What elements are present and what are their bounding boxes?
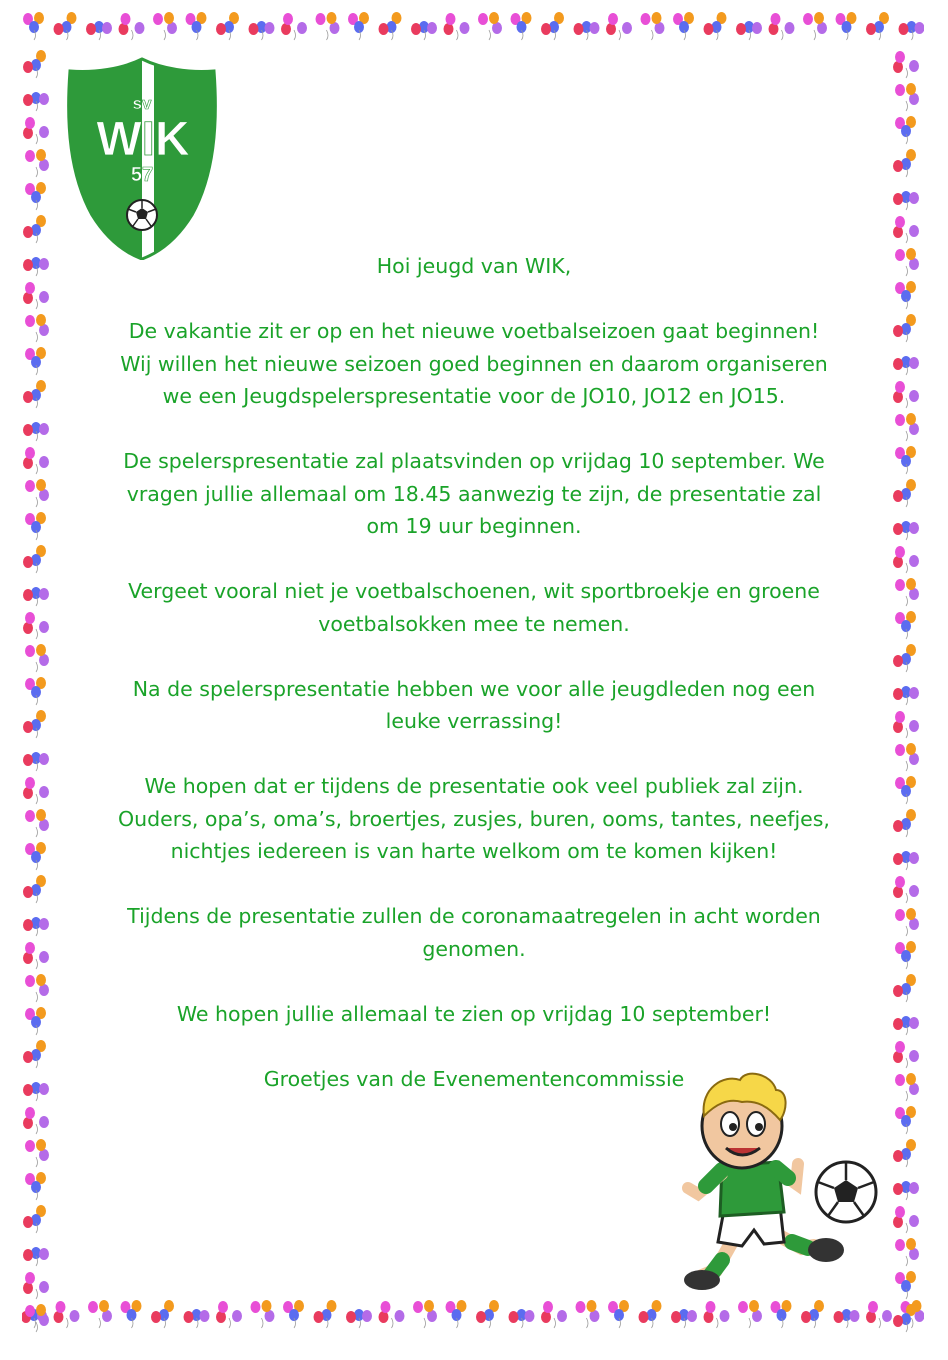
balloon-cluster-icon — [23, 545, 46, 573]
balloon-cluster-icon — [895, 413, 919, 441]
balloon-cluster-icon — [23, 710, 46, 738]
balloon-cluster-icon — [576, 1300, 600, 1328]
balloon-cluster-icon — [836, 12, 857, 40]
balloon-cluster-icon — [866, 1301, 892, 1328]
balloon-cluster-icon — [866, 12, 889, 40]
balloon-cluster-icon — [25, 182, 46, 210]
balloon-cluster-icon — [895, 578, 919, 606]
balloon-cluster-icon — [316, 12, 340, 40]
balloon-cluster-icon — [23, 117, 49, 144]
balloon-cluster-icon — [893, 1139, 916, 1167]
balloon-cluster-icon — [249, 21, 275, 40]
balloon-cluster-icon — [23, 257, 49, 276]
balloon-cluster-icon — [895, 1106, 916, 1134]
soccer-kid-icon — [676, 1070, 886, 1292]
balloon-cluster-icon — [895, 248, 919, 276]
balloon-cluster-icon — [25, 1007, 46, 1035]
balloon-cluster-icon — [673, 12, 694, 40]
balloon-cluster-icon — [895, 776, 916, 804]
balloon-cluster-icon — [893, 51, 919, 78]
greeting: Hoi jeugd van WIK, — [376, 254, 572, 278]
balloon-cluster-icon — [25, 974, 49, 1002]
balloon-cluster-icon — [893, 974, 916, 1002]
balloon-cluster-icon — [606, 13, 632, 40]
balloon-cluster-icon — [704, 1301, 730, 1328]
balloon-cluster-icon — [893, 1304, 916, 1332]
balloon-border-left — [20, 20, 52, 1340]
balloon-cluster-icon — [23, 917, 49, 936]
balloon-cluster-icon — [895, 281, 916, 309]
balloon-cluster-icon — [184, 1309, 210, 1328]
balloon-border-bottom — [22, 1298, 924, 1330]
balloon-cluster-icon — [121, 1300, 142, 1328]
balloon-cluster-icon — [23, 752, 49, 771]
balloon-cluster-icon — [186, 12, 207, 40]
balloon-cluster-icon — [119, 13, 145, 40]
balloon-cluster-icon — [769, 13, 795, 40]
balloon-cluster-icon — [893, 851, 919, 870]
balloon-cluster-icon — [23, 1205, 46, 1233]
balloon-cluster-icon — [54, 1301, 80, 1328]
paragraph-7: We hopen jullie allemaal te zien op vrijdag 10 september! — [176, 1001, 772, 1026]
balloon-cluster-icon — [23, 587, 49, 606]
club-logo — [64, 55, 220, 260]
balloon-cluster-icon — [803, 12, 827, 40]
balloon-cluster-icon — [25, 1172, 46, 1200]
balloon-cluster-icon — [574, 21, 600, 40]
paragraph-5: We hopen dat er tijdens de presentatie ook veel publiek zal zijn. Ouders, opa’s, oma’s, broertjes, zusjes, buren, ooms, tantes, neefjes, nichtjes iedereen is van harte welkom om te komen kijken! — [118, 774, 830, 863]
balloon-cluster-icon — [23, 1247, 49, 1266]
balloon-cluster-icon — [23, 422, 49, 441]
balloon-cluster-icon — [23, 447, 49, 474]
balloon-cluster-icon — [379, 12, 402, 40]
balloon-cluster-icon — [511, 12, 532, 40]
balloon-cluster-icon — [25, 512, 46, 540]
balloon-cluster-icon — [25, 644, 49, 672]
balloon-cluster-icon — [446, 1300, 467, 1328]
balloon-cluster-icon — [736, 21, 762, 40]
balloon-cluster-icon — [413, 1300, 437, 1328]
balloon-cluster-icon — [23, 380, 46, 408]
balloon-cluster-icon — [893, 644, 916, 672]
balloon-cluster-icon — [25, 1304, 49, 1332]
balloon-cluster-icon — [639, 1300, 662, 1328]
balloon-cluster-icon — [893, 1016, 919, 1035]
balloon-cluster-icon — [895, 908, 919, 936]
balloon-cluster-icon — [281, 13, 307, 40]
balloon-cluster-icon — [23, 777, 49, 804]
balloon-cluster-icon — [641, 12, 665, 40]
balloon-cluster-icon — [893, 149, 916, 177]
balloon-cluster-icon — [893, 1041, 919, 1068]
balloon-cluster-icon — [801, 1300, 824, 1328]
balloon-cluster-icon — [893, 711, 919, 738]
balloon-cluster-icon — [541, 1301, 567, 1328]
paragraph-2: De spelerspresentatie zal plaatsvinden op vrijdag 10 september. We vragen jullie allemaal om 18.45 aanwezig te zijn, de presentatie zal om 19 uur beginnen. — [123, 449, 825, 538]
signature: Groetjes van de Evenementencommissie — [263, 1066, 685, 1091]
balloon-cluster-icon — [151, 1300, 174, 1328]
balloon-cluster-icon — [23, 612, 49, 639]
balloon-cluster-icon — [608, 1300, 629, 1328]
balloon-cluster-icon — [893, 191, 919, 210]
balloon-cluster-icon — [23, 215, 46, 243]
balloon-cluster-icon — [893, 356, 919, 375]
balloon-cluster-icon — [23, 50, 46, 78]
balloon-cluster-icon — [895, 1238, 919, 1266]
balloon-cluster-icon — [23, 282, 49, 309]
balloon-cluster-icon — [25, 149, 49, 177]
balloon-border-right — [890, 20, 922, 1340]
balloon-cluster-icon — [895, 941, 916, 969]
paragraph-3: Vergeet vooral niet je voetbalschoenen, wit sportbroekje en groene voetbalsokken mee te nemen. — [128, 579, 820, 636]
balloon-cluster-icon — [25, 677, 46, 705]
logo-text-sv: sv — [132, 94, 152, 113]
balloon-cluster-icon — [834, 1309, 860, 1328]
balloon-cluster-icon — [893, 1181, 919, 1200]
balloon-cluster-icon — [25, 809, 49, 837]
balloon-cluster-icon — [893, 876, 919, 903]
balloon-cluster-icon — [23, 1082, 49, 1101]
balloon-cluster-icon — [23, 942, 49, 969]
balloon-cluster-icon — [895, 611, 916, 639]
balloon-cluster-icon — [895, 446, 916, 474]
soccer-ball-icon — [816, 1162, 876, 1222]
balloon-cluster-icon — [25, 347, 46, 375]
balloon-cluster-icon — [895, 1073, 919, 1101]
balloon-cluster-icon — [893, 314, 916, 342]
balloon-cluster-icon — [23, 875, 46, 903]
balloon-cluster-icon — [895, 743, 919, 771]
balloon-cluster-icon — [23, 1107, 49, 1134]
balloon-border-top — [22, 10, 924, 42]
balloon-cluster-icon — [25, 479, 49, 507]
balloon-cluster-icon — [283, 1300, 304, 1328]
paragraph-1: De vakantie zit er op en het nieuwe voetbalseizoen gaat beginnen! Wij willen het nieuwe seizoen goed beginnen en daarom organiseren we een Jeugdspelerspresentatie voor de JO10, JO12 en JO15. — [120, 319, 828, 408]
logo-text-wik: WIK — [96, 113, 190, 166]
balloon-cluster-icon — [23, 1040, 46, 1068]
balloon-cluster-icon — [738, 1300, 762, 1328]
balloon-cluster-icon — [893, 1206, 919, 1233]
balloon-cluster-icon — [251, 1300, 275, 1328]
balloon-cluster-icon — [509, 1309, 535, 1328]
balloon-cluster-icon — [411, 21, 437, 40]
paragraph-6: Tijdens de presentatie zullen de coronamaatregelen in acht worden genomen. — [127, 904, 821, 961]
balloon-cluster-icon — [348, 12, 369, 40]
balloon-cluster-icon — [704, 12, 727, 40]
balloon-cluster-icon — [153, 12, 177, 40]
balloon-cluster-icon — [895, 1271, 916, 1299]
balloon-cluster-icon — [895, 116, 916, 144]
balloon-cluster-icon — [88, 1300, 112, 1328]
balloon-cluster-icon — [25, 314, 49, 342]
balloon-cluster-icon — [216, 12, 239, 40]
balloon-cluster-icon — [25, 1139, 49, 1167]
balloon-cluster-icon — [541, 12, 564, 40]
balloon-cluster-icon — [893, 809, 916, 837]
logo-text-57: 57 — [130, 164, 154, 186]
balloon-cluster-icon — [216, 1301, 242, 1328]
balloon-cluster-icon — [23, 92, 49, 111]
balloon-cluster-icon — [25, 842, 46, 870]
balloon-cluster-icon — [893, 521, 919, 540]
balloon-cluster-icon — [893, 216, 919, 243]
balloon-cluster-icon — [771, 1300, 792, 1328]
balloon-cluster-icon — [54, 12, 77, 40]
balloon-cluster-icon — [314, 1300, 337, 1328]
soccer-ball-icon — [127, 200, 157, 230]
balloon-cluster-icon — [895, 83, 919, 111]
letter-body — [90, 250, 858, 1128]
balloon-cluster-icon — [893, 686, 919, 705]
balloon-cluster-icon — [893, 381, 919, 408]
balloon-cluster-icon — [476, 1300, 499, 1328]
balloon-cluster-icon — [444, 13, 470, 40]
balloon-cluster-icon — [346, 1309, 372, 1328]
balloon-cluster-icon — [23, 1272, 49, 1299]
balloon-cluster-icon — [86, 21, 112, 40]
paragraph-4: Na de spelerspresentatie hebben we voor alle jeugdleden nog een leuke verrassing! — [132, 676, 816, 733]
balloon-cluster-icon — [379, 1301, 405, 1328]
balloon-cluster-icon — [671, 1309, 697, 1328]
balloon-cluster-icon — [478, 12, 502, 40]
balloon-cluster-icon — [893, 479, 916, 507]
balloon-cluster-icon — [893, 546, 919, 573]
